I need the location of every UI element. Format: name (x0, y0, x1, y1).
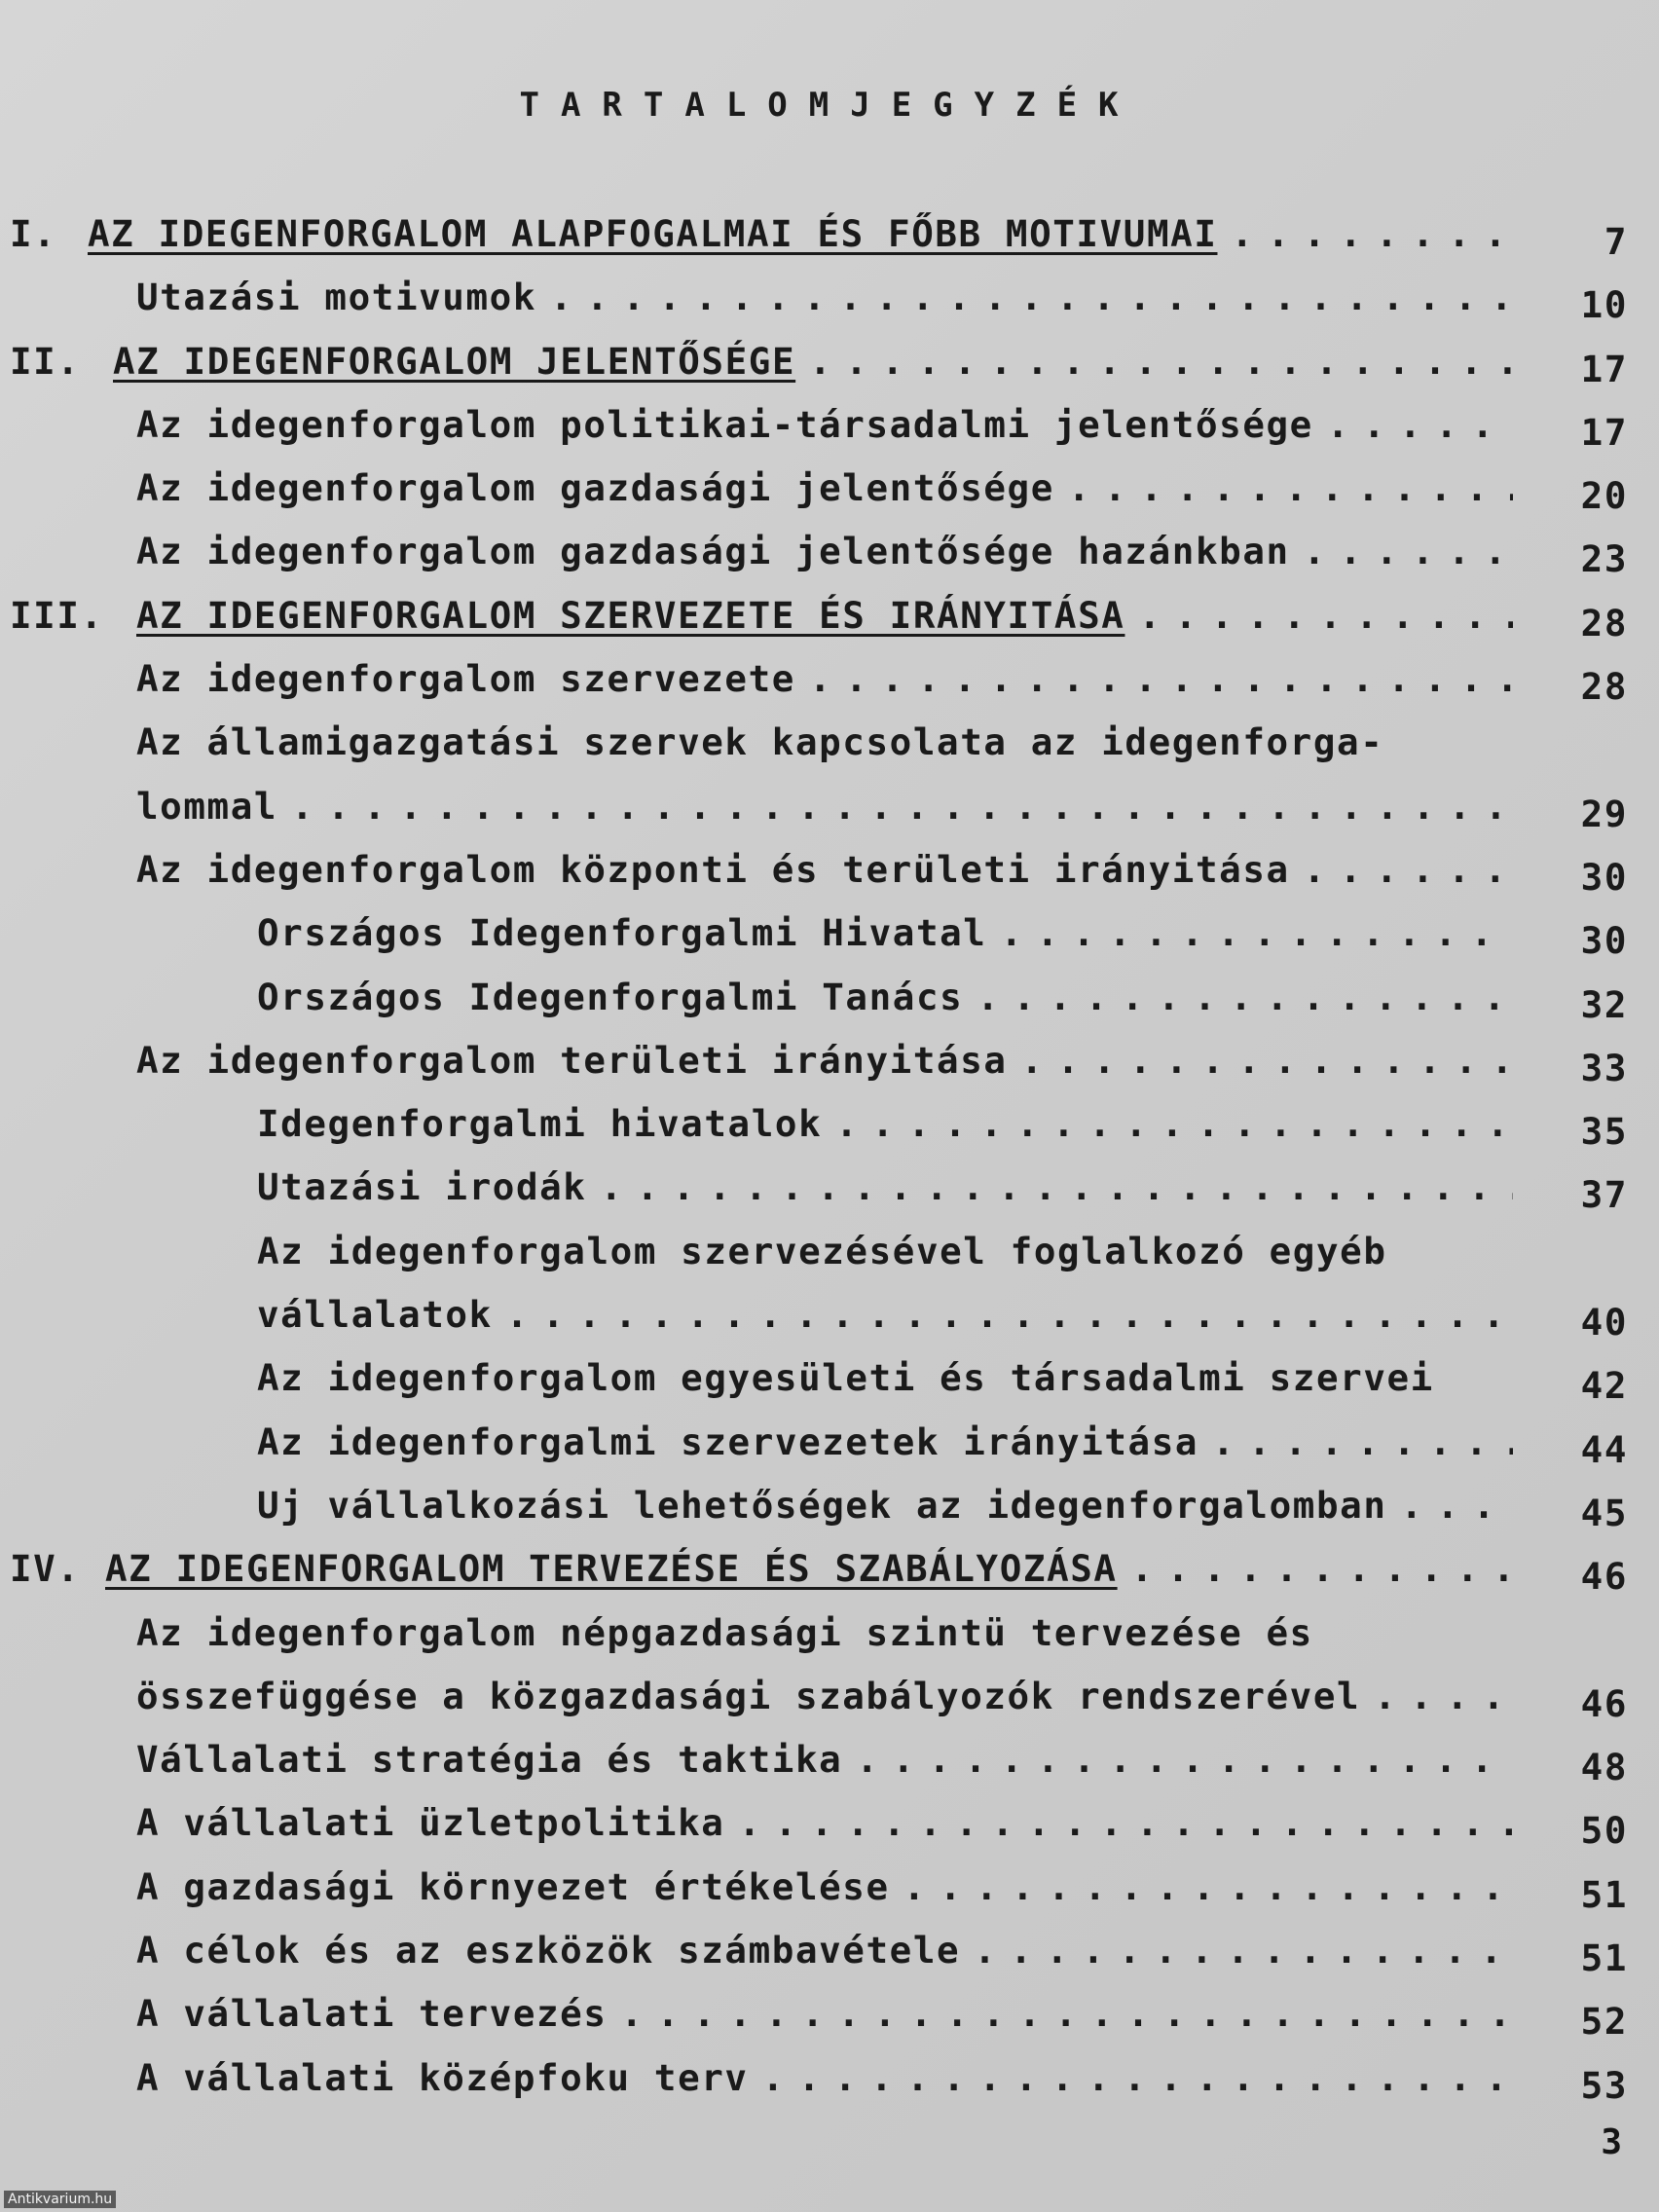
toc-entry (257, 1420, 1513, 1463)
toc-entry-title: AZ IDEGENFORGALOM JELENTŐSÉGE (113, 339, 796, 383)
toc-section (0, 1728, 1659, 1791)
toc-entry-title: Az idegenforgalom szervezete (136, 657, 795, 701)
page-number: 52 (1580, 2000, 1628, 2044)
toc-entry (136, 2056, 1513, 2099)
toc-entry-title: A vállalati középfoku terv (136, 2055, 749, 2099)
toc-entry-title: Országos Idegenforgalmi Hivatal (257, 911, 987, 955)
leader-dots (1374, 1675, 1513, 1717)
toc-subsection (0, 1156, 1659, 1219)
page-number: 30 (1580, 919, 1628, 963)
toc-entry-title: Idegenforgalmi hivatalok (257, 1102, 823, 1146)
toc-entry (257, 976, 1513, 1018)
page-number: 20 (1580, 474, 1628, 518)
chapter-number: IV. (10, 1547, 81, 1591)
leader-dots (977, 976, 1513, 1018)
toc-section (0, 266, 1659, 329)
leader-dots (1000, 911, 1513, 954)
toc-section (0, 393, 1659, 457)
toc-subsection (0, 1283, 1659, 1346)
page-number: 45 (1580, 1491, 1628, 1534)
page-number: 32 (1580, 982, 1628, 1026)
toc-entry-title: Vállalati stratégia és taktika (136, 1738, 843, 1782)
leader-dots (835, 1102, 1513, 1145)
page-number: 10 (1580, 283, 1628, 327)
toc-entry (136, 1675, 1513, 1717)
leader-dots (762, 2056, 1513, 2099)
toc-entry (136, 720, 1513, 763)
leader-dots (1232, 212, 1514, 255)
toc-entry-title: Az idegenforgalom népgazdasági szintü tervezése és (136, 1610, 1313, 1654)
toc-section (0, 1982, 1659, 2046)
toc-entry (136, 1992, 1513, 2035)
leader-dots (1131, 1547, 1513, 1590)
toc-section (0, 520, 1659, 583)
toc-entry-title: Az idegenforgalom egyesületi és társadalmi szervei (257, 1356, 1434, 1400)
chapter-number: II. (10, 339, 81, 383)
leader-dots (506, 1293, 1513, 1336)
toc-entry (257, 911, 1513, 954)
page-number: 48 (1580, 1746, 1628, 1789)
toc-subsection (0, 902, 1659, 965)
toc-entry-title: A célok és az eszközök számbavétele (136, 1929, 961, 1972)
toc-entry-title: vállalatok (257, 1293, 493, 1337)
toc-entry (136, 1929, 1513, 1972)
toc-section (0, 711, 1659, 774)
page-number: 30 (1580, 855, 1628, 899)
toc-entry (136, 1611, 1513, 1654)
toc-entry (136, 848, 1513, 891)
page-folio-number: 3 (1601, 2122, 1622, 2162)
toc-entry (257, 1293, 1513, 1336)
toc-entry-title: Az idegenforgalom területi irányitása (136, 1038, 1008, 1082)
page-number: 17 (1580, 347, 1628, 390)
toc-subsection (0, 1092, 1659, 1156)
toc-entry (136, 1738, 1513, 1781)
toc-entry (105, 1547, 1513, 1590)
page-number: 28 (1580, 665, 1628, 709)
toc-section (0, 1665, 1659, 1728)
toc-chapter (0, 584, 1659, 647)
toc-entry-title: Az idegenforgalom központi és területi irányitása (136, 847, 1290, 891)
toc-entry-title: Az idegenforgalmi szervezetek irányitása (257, 1419, 1199, 1463)
toc-entry-title: Az idegenforgalom szervezésével foglalkozó egyéb (257, 1229, 1387, 1272)
toc-subsection (0, 1474, 1659, 1537)
toc-entry (136, 594, 1513, 637)
toc-entry-title: AZ IDEGENFORGALOM ALAPFOGALMAI ÉS FŐBB MOTIVUMAI (88, 212, 1218, 255)
toc-section (0, 1602, 1659, 1665)
leader-dots (809, 657, 1513, 700)
toc-entry-title: Utazási motivumok (136, 276, 537, 319)
toc-entry (257, 1102, 1513, 1145)
toc-entry (136, 1801, 1513, 1844)
toc-entry-title: Utazási irodák (257, 1165, 587, 1209)
toc-section (0, 2046, 1659, 2110)
toc-subsection (0, 1346, 1659, 1410)
toc-entry-title: A vállalati tervezés (136, 1992, 608, 2036)
toc-entry (136, 466, 1513, 509)
toc-entry (136, 1865, 1513, 1908)
leader-dots (856, 1738, 1513, 1781)
toc-chapter (0, 330, 1659, 393)
toc-entry (257, 1484, 1513, 1527)
toc-section (0, 1919, 1659, 1982)
toc-entry-title: lommal (136, 784, 278, 828)
page-title: TARTALOMJEGYZÉK (519, 86, 1140, 125)
leader-dots (1138, 594, 1513, 637)
toc-entry-title: Az idegenforgalom politikai-társadalmi jelentősége (136, 402, 1313, 446)
toc-entry (257, 1230, 1513, 1272)
toc-entry (257, 1356, 1513, 1399)
page-number: 33 (1580, 1046, 1628, 1089)
toc-entry-title: AZ IDEGENFORGALOM TERVEZÉSE ÉS SZABÁLYOZÁSA (105, 1547, 1118, 1591)
page-number: 29 (1580, 792, 1628, 835)
toc-entry-title: A vállalati üzletpolitika (136, 1801, 725, 1845)
leader-dots (600, 1165, 1513, 1208)
toc-subsection (0, 966, 1659, 1029)
page-number: 50 (1580, 1809, 1628, 1853)
toc-section (0, 775, 1659, 838)
leader-dots (903, 1865, 1513, 1908)
chapter-number: III. (10, 593, 104, 637)
leader-dots (621, 1992, 1513, 2035)
leader-dots (291, 785, 1513, 828)
toc-entry-title: Uj vállalkozási lehetőségek az idegenforgalomban (257, 1483, 1387, 1527)
toc-entry-title: Az idegenforgalom gazdasági jelentősége hazánkban (136, 530, 1290, 573)
toc-entry-title: Az államigazgatási szervek kapcsolata az idegenforga- (136, 720, 1384, 764)
toc-entry-title: Az idegenforgalom gazdasági jelentősége (136, 466, 1054, 510)
leader-dots (550, 276, 1513, 318)
toc-entry-title: A gazdasági környezet értékelése (136, 1864, 890, 1908)
page-number: 37 (1580, 1173, 1628, 1217)
page-number: 35 (1580, 1110, 1628, 1154)
leader-dots (1021, 1039, 1513, 1082)
toc-entry (136, 657, 1513, 700)
toc-entry (136, 530, 1513, 572)
page-number: 46 (1580, 1681, 1628, 1725)
toc-entry (88, 212, 1513, 255)
page-number: 40 (1580, 1301, 1628, 1345)
toc-section (0, 1791, 1659, 1855)
leader-dots (974, 1929, 1513, 1972)
watermark: Antikvarium.hu (4, 2191, 116, 2208)
toc-entry (257, 1165, 1513, 1208)
table-of-contents (0, 203, 1659, 2110)
toc-chapter (0, 1537, 1659, 1601)
toc-section (0, 1029, 1659, 1092)
toc-entry (136, 785, 1513, 828)
leader-dots (1212, 1420, 1513, 1463)
page-number: 51 (1580, 1936, 1628, 1980)
toc-entry-title: Országos Idegenforgalmi Tanács (257, 975, 964, 1018)
page-number: 44 (1580, 1427, 1628, 1471)
toc-section (0, 1856, 1659, 1919)
toc-entry-title: összefüggése a közgazdasági szabályozók rendszerével (136, 1674, 1361, 1717)
page-number: 51 (1580, 1872, 1628, 1916)
leader-dots (1068, 466, 1513, 509)
chapter-number: I. (10, 212, 57, 255)
page-number: 23 (1580, 537, 1628, 581)
leader-dots (738, 1801, 1513, 1844)
toc-subsection (0, 1411, 1659, 1474)
toc-section (0, 457, 1659, 520)
page-number: 53 (1580, 2063, 1628, 2107)
leader-dots (1304, 530, 1513, 572)
toc-subsection (0, 1220, 1659, 1283)
toc-section (0, 647, 1659, 711)
toc-entry (136, 276, 1513, 318)
toc-section (0, 838, 1659, 902)
page-number: 42 (1580, 1364, 1628, 1408)
toc-entry (136, 1039, 1513, 1082)
leader-dots (1401, 1484, 1514, 1527)
page-number: 46 (1580, 1555, 1628, 1599)
toc-entry (136, 403, 1513, 446)
toc-entry (113, 340, 1513, 383)
leader-dots (1304, 848, 1513, 891)
page-number: 28 (1580, 601, 1628, 645)
page-number: 17 (1580, 410, 1628, 454)
toc-chapter (0, 203, 1659, 266)
leader-dots (809, 340, 1513, 383)
toc-entry-title: AZ IDEGENFORGALOM SZERVEZETE ÉS IRÁNYITÁSA (136, 593, 1125, 637)
leader-dots (1327, 403, 1513, 446)
page-number: 7 (1604, 220, 1628, 263)
